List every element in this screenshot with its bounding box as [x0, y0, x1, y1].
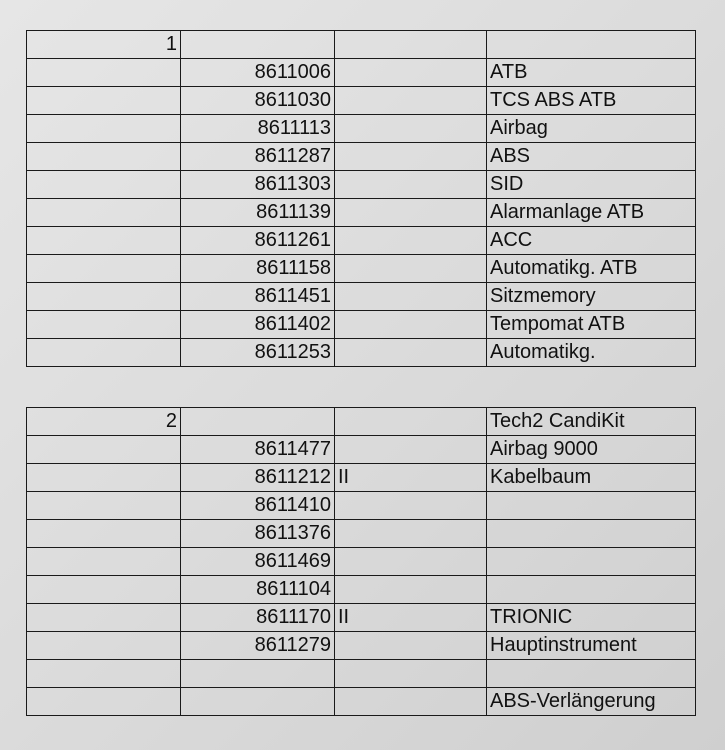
part-number-cell: 8611451 [181, 283, 335, 311]
description-cell: Automatikg. [487, 339, 696, 367]
description-cell [487, 660, 696, 688]
description-cell: Tech2 CandiKit [487, 408, 696, 436]
mark-cell [335, 436, 487, 464]
table-row [27, 59, 696, 87]
description-cell: Automatikg. ATB [487, 255, 696, 283]
description-cell: ACC [487, 227, 696, 255]
group-number-cell [27, 59, 181, 87]
description-cell: ABS [487, 143, 696, 171]
mark-cell [335, 520, 487, 548]
group-number-cell [27, 171, 181, 199]
table-row [27, 408, 696, 436]
mark-cell [335, 408, 487, 436]
mark-cell: II [335, 604, 487, 632]
part-number-cell: 8611253 [181, 339, 335, 367]
mark-cell [335, 492, 487, 520]
table-row [27, 464, 696, 492]
group-number-cell [27, 464, 181, 492]
table-row [27, 143, 696, 171]
part-number-cell: 8611261 [181, 227, 335, 255]
group-number-cell [27, 660, 181, 688]
part-number-cell [181, 408, 335, 436]
group-number-cell: 2 [27, 408, 181, 436]
mark-cell [335, 87, 487, 115]
description-cell [487, 548, 696, 576]
description-cell: ABS-Verlängerung [487, 688, 696, 716]
table-row [27, 492, 696, 520]
mark-cell [335, 115, 487, 143]
mark-cell [335, 311, 487, 339]
mark-cell [335, 59, 487, 87]
parts-table-2 [26, 407, 696, 716]
group-number-cell [27, 199, 181, 227]
part-number-cell: 8611477 [181, 436, 335, 464]
part-number-cell: 8611104 [181, 576, 335, 604]
table-row [27, 199, 696, 227]
mark-cell [335, 255, 487, 283]
part-number-cell [181, 660, 335, 688]
part-number-cell: 8611158 [181, 255, 335, 283]
part-number-cell: 8611279 [181, 632, 335, 660]
group-number-cell [27, 227, 181, 255]
part-number-cell: 8611402 [181, 311, 335, 339]
table-row [27, 283, 696, 311]
mark-cell [335, 688, 487, 716]
part-number-cell: 8611030 [181, 87, 335, 115]
description-cell: Alarmanlage ATB [487, 199, 696, 227]
table-row [27, 548, 696, 576]
group-number-cell [27, 632, 181, 660]
mark-cell [335, 632, 487, 660]
description-cell [487, 520, 696, 548]
group-number-cell [27, 492, 181, 520]
table-row [27, 604, 696, 632]
part-number-cell: 8611410 [181, 492, 335, 520]
description-cell: TCS ABS ATB [487, 87, 696, 115]
group-number-cell [27, 283, 181, 311]
table-row [27, 436, 696, 464]
group-number-cell [27, 576, 181, 604]
group-number-cell [27, 688, 181, 716]
description-cell: TRIONIC [487, 604, 696, 632]
group-number-cell [27, 520, 181, 548]
description-cell: Hauptinstrument [487, 632, 696, 660]
description-cell: Airbag 9000 [487, 436, 696, 464]
group-number-cell [27, 87, 181, 115]
table-row [27, 87, 696, 115]
parts-table-1 [26, 30, 696, 367]
part-number-cell: 8611287 [181, 143, 335, 171]
mark-cell [335, 283, 487, 311]
mark-cell [335, 548, 487, 576]
mark-cell [335, 576, 487, 604]
description-cell: Sitzmemory [487, 283, 696, 311]
table-row [27, 31, 696, 59]
table-row [27, 171, 696, 199]
table-row [27, 311, 696, 339]
description-cell: Airbag [487, 115, 696, 143]
group-number-cell [27, 311, 181, 339]
group-number-cell [27, 548, 181, 576]
mark-cell: II [335, 464, 487, 492]
table-row [27, 632, 696, 660]
part-number-cell: 8611170 [181, 604, 335, 632]
group-number-cell: 1 [27, 31, 181, 59]
description-cell: ATB [487, 59, 696, 87]
mark-cell [335, 143, 487, 171]
table-row [27, 660, 696, 688]
mark-cell [335, 227, 487, 255]
mark-cell [335, 199, 487, 227]
part-number-cell [181, 688, 335, 716]
mark-cell [335, 339, 487, 367]
part-number-cell: 8611303 [181, 171, 335, 199]
table-row [27, 688, 696, 716]
description-cell: Tempomat ATB [487, 311, 696, 339]
description-cell [487, 31, 696, 59]
table-row [27, 576, 696, 604]
part-number-cell [181, 31, 335, 59]
table-row [27, 255, 696, 283]
description-cell: SID [487, 171, 696, 199]
table-row [27, 227, 696, 255]
table-row [27, 520, 696, 548]
part-number-cell: 8611469 [181, 548, 335, 576]
table-row [27, 115, 696, 143]
part-number-cell: 8611113 [181, 115, 335, 143]
part-number-cell: 8611006 [181, 59, 335, 87]
group-number-cell [27, 143, 181, 171]
table-row [27, 339, 696, 367]
mark-cell [335, 171, 487, 199]
group-number-cell [27, 339, 181, 367]
group-number-cell [27, 255, 181, 283]
description-cell [487, 576, 696, 604]
description-cell: Kabelbaum [487, 464, 696, 492]
mark-cell [335, 31, 487, 59]
part-number-cell: 8611212 [181, 464, 335, 492]
part-number-cell: 8611376 [181, 520, 335, 548]
part-number-cell: 8611139 [181, 199, 335, 227]
group-number-cell [27, 604, 181, 632]
group-number-cell [27, 436, 181, 464]
group-number-cell [27, 115, 181, 143]
mark-cell [335, 660, 487, 688]
description-cell [487, 492, 696, 520]
